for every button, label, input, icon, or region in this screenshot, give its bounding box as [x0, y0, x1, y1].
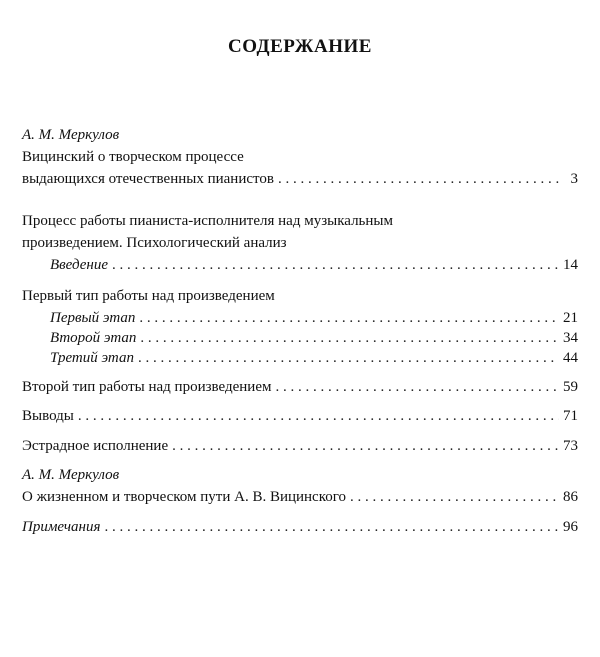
toc-page-number: 14: [563, 257, 578, 273]
toc-page-number: 3: [570, 171, 578, 187]
dot-leader: [278, 169, 560, 189]
toc-entry[interactable]: [50, 255, 578, 275]
toc-page-number: 44: [563, 350, 578, 366]
toc-entry-text: Первый этап: [50, 310, 136, 326]
toc-author: А. М. Меркулов: [22, 467, 120, 483]
toc-author: А. М. Меркулов: [22, 127, 120, 143]
toc-entry-text: Процесс работы пианиста-исполнителя над музыкальным: [22, 213, 393, 229]
toc-entry-text: Вицинский о творческом процессе: [22, 149, 244, 165]
dot-leader: [140, 328, 559, 348]
toc-page-number: 86: [563, 489, 578, 505]
toc-entry-text: Второй тип работы над произведением: [22, 379, 272, 395]
toc-entry[interactable]: [22, 406, 578, 426]
toc-entry[interactable]: [22, 436, 578, 456]
toc-entry[interactable]: [22, 517, 578, 537]
toc-entry-text: Выводы: [22, 408, 74, 424]
toc-entry[interactable]: [50, 348, 578, 368]
toc-entry-text: Эстрадное исполнение: [22, 438, 169, 454]
dot-leader: [275, 377, 559, 397]
toc-entry-text: выдающихся отечественных пианистов: [22, 171, 274, 187]
dot-leader: [139, 308, 559, 328]
toc-entry-text: О жизненном и творческом пути А. В. Вицинского: [22, 489, 347, 505]
dot-leader: [112, 255, 559, 275]
toc-entry-text: Второй этап: [50, 330, 137, 346]
dot-leader: [172, 436, 559, 456]
page-title: СОДЕРЖАНИЕ: [228, 36, 372, 57]
toc-entry[interactable]: [50, 308, 578, 328]
toc-entry[interactable]: [22, 377, 578, 397]
toc-page-number: 34: [563, 330, 578, 346]
toc-page-number: 96: [563, 519, 578, 535]
toc-entry[interactable]: [50, 328, 578, 348]
toc-page-number: 71: [563, 408, 578, 424]
dot-leader: [350, 487, 559, 507]
toc-entry-text: Примечания: [22, 519, 101, 535]
toc-entry[interactable]: [22, 169, 578, 189]
toc-page-number: 21: [563, 310, 578, 326]
toc-page-number: 59: [563, 379, 578, 395]
dot-leader: [104, 517, 559, 537]
toc-page-number: 73: [563, 438, 578, 454]
toc-entry-text: произведением. Психологический анализ: [22, 235, 287, 251]
dot-leader: [138, 348, 559, 368]
toc-entry-text: Третий этап: [50, 350, 134, 366]
toc-entry-text: Первый тип работы над произведением: [22, 288, 275, 304]
dot-leader: [78, 406, 559, 426]
toc-entry[interactable]: [22, 487, 578, 507]
toc-entry-text: Введение: [50, 257, 108, 273]
